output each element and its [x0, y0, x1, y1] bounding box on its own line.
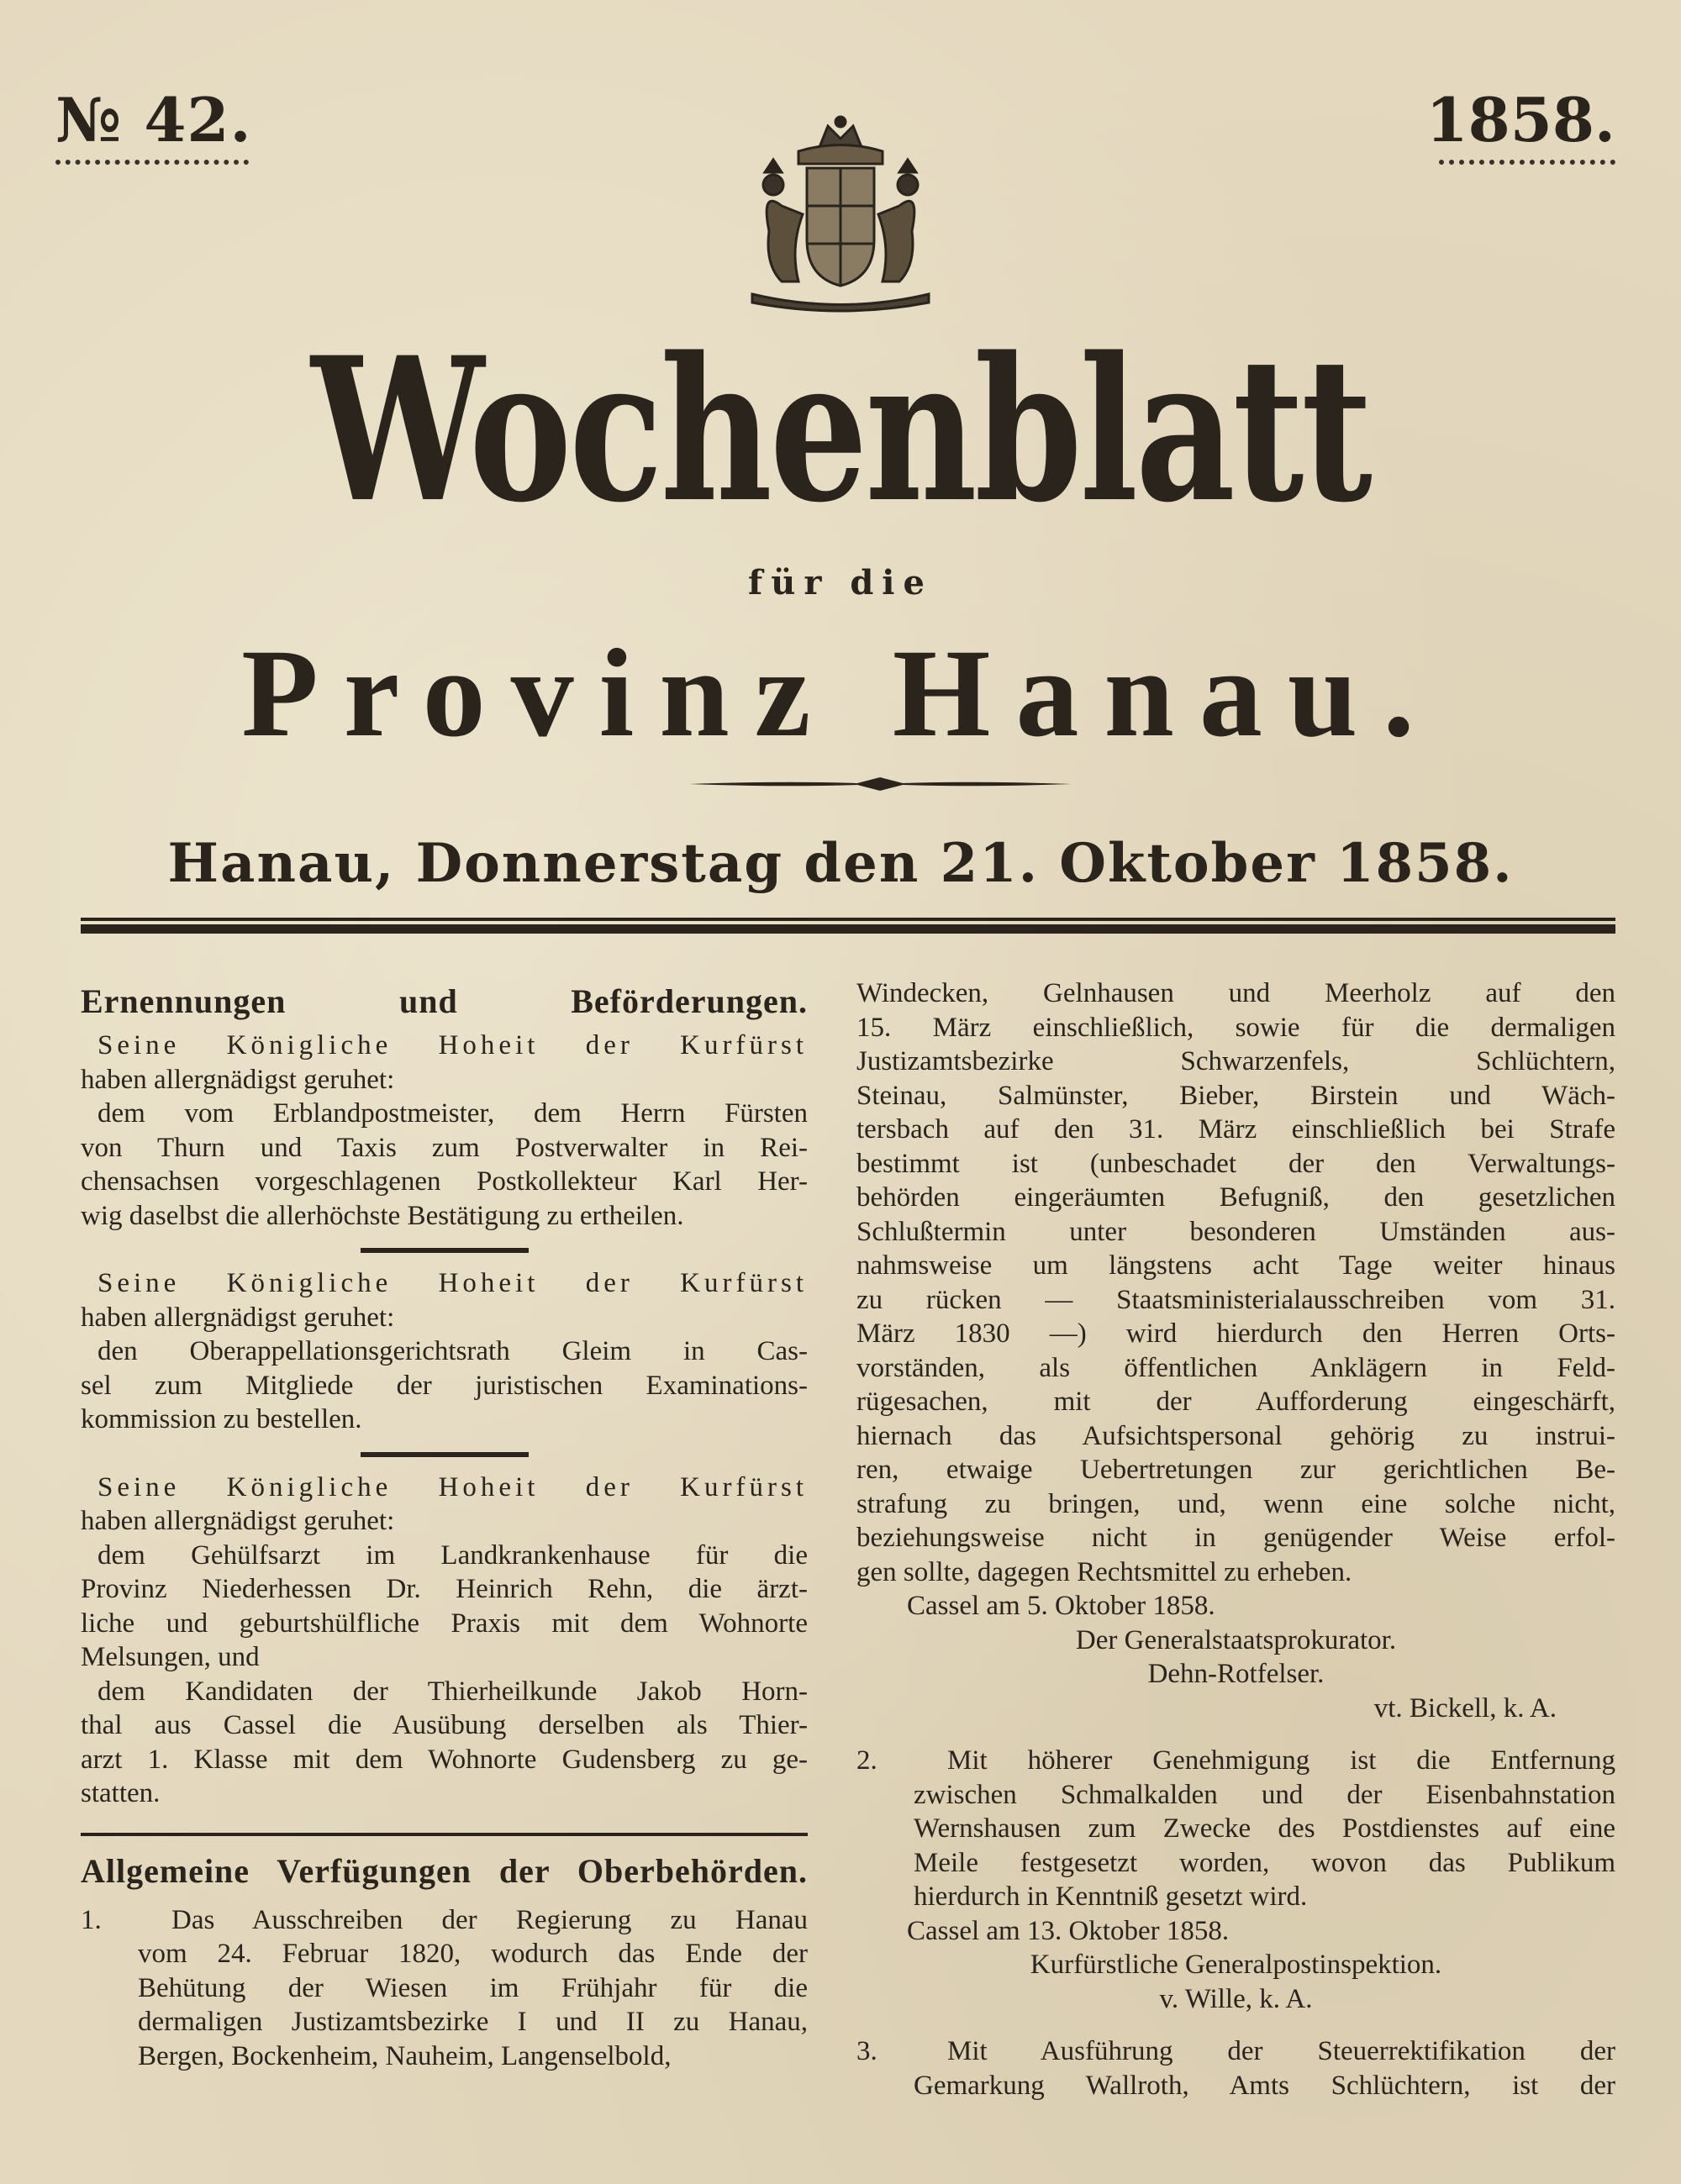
text-line: kommission zu bestellen. [81, 1404, 362, 1434]
ornament-dots-left [55, 150, 249, 165]
numbered-notice [856, 1744, 1615, 1914]
ornament-dots-right [1439, 150, 1615, 165]
notice-number: 2. [856, 1745, 877, 1776]
text-line: gen sollte, dagegen Rechtsmittel zu erheben. [856, 1556, 1352, 1587]
coat-of-arms-icon [702, 113, 979, 319]
salutation [81, 1471, 808, 1539]
salutation [81, 1266, 808, 1334]
text-line: arzt 1. Klasse mit dem Wohnorte Gudensberg zu ge- [81, 1744, 808, 1775]
text-line: Wernshausen zum Zwecke des Postdienstes auf eine [914, 1813, 1615, 1844]
section-divider [81, 1833, 808, 1836]
numbered-notice [81, 1903, 808, 2074]
issue-year: 1858. [1425, 84, 1615, 155]
text-line: Steinau, Salmünster, Bieber, Birstein und Wäch- [856, 1080, 1615, 1111]
separator-rule [361, 1248, 529, 1253]
text-line: Mit Ausführung der Steuerrektifikation der [947, 2036, 1615, 2066]
text-line: vom 24. Februar 1820, wodurch das Ende der [138, 1939, 808, 1969]
text-line: dem vom Erblandpostmeister, dem Herrn Fürsten [97, 1098, 808, 1129]
text-line: beziehungsweise nicht in genügender Weise erfol- [856, 1523, 1615, 1553]
right-column [856, 976, 1615, 2102]
text-line: zwischen Schmalkalden und der Eisenbahnstation [914, 1779, 1615, 1810]
text-line: Bergen, Bockenheim, Nauheim, Langenselbold, [138, 2040, 672, 2071]
newspaper-region-title: Provinz Hanau. [241, 624, 1440, 763]
text-line: haben allergnädigst geruhet: [81, 1506, 395, 1536]
newspaper-title: Wochenblatt [311, 314, 1370, 546]
newspaper-subtitle: für die [748, 563, 933, 603]
paragraph [81, 1334, 808, 1437]
section-heading: Allgemeine Verfügungen der Oberbehörden. [81, 1851, 808, 1890]
text-line: Behütung der Wiesen im Frühjahr für die [138, 1972, 808, 2003]
text-line: vorständen, als öffentlichen Anklägern in Feld- [856, 1352, 1615, 1383]
masthead-double-rule [81, 918, 1615, 934]
text-line: rügesachen, mit der Aufforderung eingeschärft, [856, 1387, 1615, 1417]
text-line: 15. März einschließlich, sowie für die dermaligen [856, 1012, 1615, 1043]
text-line: liche und geburtshülfliche Praxis mit dem Wohnorte [81, 1608, 808, 1639]
ornamental-rule [689, 777, 1072, 791]
text-line: Provinz Niederhessen Dr. Heinrich Rehn, die ärzt- [81, 1574, 808, 1604]
text-line: nahmsweise um längstens acht Tage weiter hinaus [856, 1250, 1615, 1281]
text-line: sel zum Mitgliede der juristischen Examinations- [81, 1370, 808, 1401]
text-line: Justizamtsbezirke Schwarzenfels, Schlüchtern, [856, 1046, 1615, 1076]
place-date: Cassel am 13. Oktober 1858. [907, 1915, 1230, 1946]
signature: vt. Bickell, k. A. [1373, 1692, 1557, 1724]
salutation [81, 1029, 808, 1097]
text-line: Das Ausschreiben der Regierung zu Hanau [171, 1904, 808, 1935]
text-line: Schlußtermin unter besonderen Umständen aus- [856, 1216, 1615, 1247]
notice-number: 1. [81, 1904, 102, 1935]
text-line: März 1830 —) wird hierdurch den Herren Orts- [856, 1318, 1615, 1349]
dateline: Hanau, Donnerstag den 21. Oktober 1858. [167, 832, 1514, 895]
text-line: behörden eingeräumten Befugniß, den gesetzlichen [856, 1182, 1615, 1213]
section-heading: Ernennungen und Beförderungen. [81, 982, 808, 1020]
separator-rule [361, 1452, 529, 1457]
text-line: wig daselbst die allerhöchste Bestätigung zu ertheilen. [81, 1200, 684, 1231]
text-line: Meile festgesetzt worden, wovon das Publikum [914, 1847, 1615, 1878]
text-line: Seine Königliche Hoheit der Kurfürst [97, 1030, 808, 1060]
signature: Kurfürstliche Generalpostinspektion. [1030, 1950, 1442, 1980]
text-line: Gemarkung Wallroth, Amts Schlüchtern, ist der [914, 2070, 1615, 2101]
text-line: statten. [81, 1778, 161, 1808]
text-line: dem Gehülfsarzt im Landkrankenhause für die [97, 1539, 808, 1571]
paragraph [81, 1097, 808, 1233]
text-line: haben allergnädigst geruhet: [81, 1064, 395, 1095]
paragraph [81, 1539, 808, 1675]
text-line: strafung zu bringen, und, wenn eine solche nicht, [856, 1488, 1615, 1519]
signature: Der Generalstaatsprokurator. [1075, 1624, 1397, 1655]
text-line: tersbach auf den 31. März einschließlich bei Strafe [856, 1114, 1615, 1145]
text-line: Seine Königliche Hoheit der Kurfürst [97, 1268, 808, 1298]
text-line: bestimmt ist (unbeschadet der den Verwaltungs- [856, 1148, 1615, 1179]
numbered-notice [856, 2034, 1615, 2102]
text-line: Melsungen, und [81, 1642, 260, 1672]
notice-number: 3. [856, 2036, 877, 2066]
text-line: hierdurch in Kenntniß gesetzt wird. [914, 1881, 1308, 1912]
text-line: Mit höherer Genehmigung ist die Entfernung [947, 1745, 1615, 1776]
text-line: hiernach das Aufsichtspersonal gehörig zu instrui- [856, 1420, 1615, 1451]
signature: v. Wille, k. A. [1159, 1983, 1313, 2014]
text-line: haben allergnädigst geruhet: [81, 1302, 395, 1333]
left-column [81, 976, 808, 2073]
place-date: Cassel am 5. Oktober 1858. [907, 1591, 1215, 1621]
text-line: zu rücken — Staatsministerialausschreiben vom 31. [856, 1284, 1615, 1315]
paragraph [81, 1675, 808, 1811]
issue-number: № 42. [55, 84, 252, 155]
text-line: Windecken, Gelnhausen und Meerholz auf den [856, 978, 1615, 1008]
text-line: thal aus Cassel die Ausübung derselben als Thier- [81, 1710, 808, 1740]
text-line: Seine Königliche Hoheit der Kurfürst [97, 1471, 808, 1502]
text-line: von Thurn und Taxis zum Postverwalter in Rei- [81, 1132, 808, 1163]
paragraph [856, 976, 1615, 1589]
text-line: dem Kandidaten der Thierheilkunde Jakob Horn- [97, 1676, 808, 1707]
text-line: den Oberappellationsgerichtsrath Gleim in Cas- [97, 1336, 808, 1366]
text-line: dermaligen Justizamtsbezirke I und II zu Hanau, [138, 2007, 808, 2037]
text-line: chensachsen vorgeschlagenen Postkollekteur Karl Her- [81, 1166, 808, 1197]
text-line: ren, etwaige Uebertretungen zur gerichtlichen Be- [856, 1455, 1615, 1485]
signature: Dehn-Rotfelser. [1147, 1659, 1325, 1689]
